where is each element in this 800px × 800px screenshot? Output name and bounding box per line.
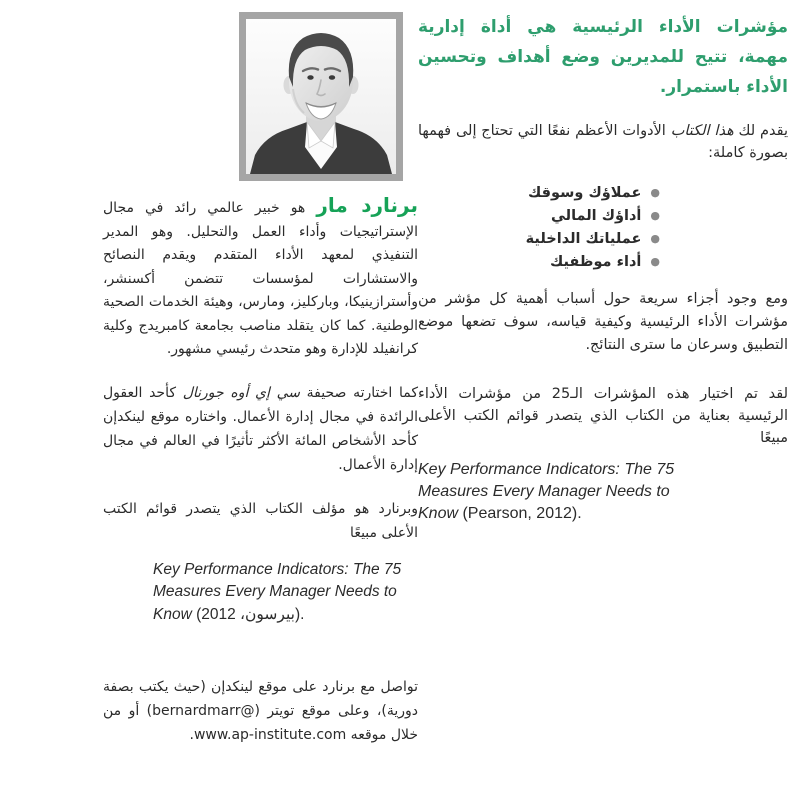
list-item-label: أداؤك المالي — [550, 208, 642, 224]
book-title-line: Measures Every Manager Needs to — [418, 483, 670, 500]
author-bio-column — [103, 194, 418, 761]
kpi-intro-statement: مؤشرات الأداء الرئيسية هي أداة إدارية مهمة، تتيح للمديرين وضع أهداف وتحسين الأداء باستمرار. — [418, 17, 788, 97]
book-offer-paragraph — [418, 120, 788, 164]
list-item — [418, 251, 660, 274]
bullet-dot-icon: ● — [650, 186, 660, 199]
author-name: برنارد مار — [316, 193, 418, 217]
book-title-know: Know — [153, 605, 192, 623]
selection-paragraph: لقد تم اختيار هذه المؤشرات الـ25 من مؤشرات الأداء الرئيسية بعناية من الكتاب الذي يتصدر قوائم الكتب الأعلى مبيعًا — [418, 386, 788, 446]
contact-paragraph: تواصل مع برنارد على موقع لينكدإن (حيث يكتب بصفة دورية)، وعلى موقع تويتر (@bernardmarr) أو من خلال موقعه www.ap-institute.com. — [103, 679, 418, 743]
list-item-label: عملياتك الداخلية — [525, 231, 642, 247]
accolades-post: كأحد العقول الرائدة في مجال إدارة الأعمال. واختاره موقع لينكدإن كأحد الأشخاص المائة الأكثر تأثيرًا في العالم في مجال إدارة الأعمال. — [103, 384, 418, 473]
author-portrait-image — [246, 19, 396, 174]
lead-text-pre: يقدم لك — [733, 123, 788, 139]
lead-text-post: الأدوات الأعظم نفعًا التي تحتاج إلى فهمها بصورة كاملة: — [418, 123, 788, 161]
book-publisher-arabic: (بيرسون، 2012). — [191, 605, 305, 623]
list-item — [418, 228, 660, 251]
author-photo-frame — [239, 12, 403, 181]
book-publisher: (Pearson, 2012). — [458, 505, 582, 522]
book-title-line: Key Performance Indicators: The 75 — [153, 560, 402, 578]
book-title-know: Know — [418, 505, 459, 522]
intro-column — [418, 12, 788, 525]
accolades-journal-name: سي إي أوه جورنال — [182, 384, 300, 401]
list-item-label: عملاؤك وسوقك — [528, 185, 642, 201]
list-item — [418, 182, 660, 205]
kpi-areas-list — [418, 182, 788, 274]
list-item-label: أداء موظفيك — [549, 254, 642, 270]
accolades-paragraph — [103, 381, 418, 477]
book-title-line: Measures Every Manager Needs to — [153, 583, 397, 600]
benefits-paragraph: ومع وجود أجزاء سريعة حول أسباب أهمية كل مؤشر من مؤشرات الأداء الرئيسية وكيفية قياسه، سوف تضعها موضع التطبيق وسرعان ما سترى النتائج. — [418, 291, 788, 353]
bullet-dot-icon: ● — [650, 255, 660, 268]
lead-text-book-title: هذا الكتاب — [670, 123, 734, 139]
book-title-line — [418, 503, 788, 525]
bestseller-paragraph: وبرنارد هو مؤلف الكتاب الذي يتصدر قوائم الكتب الأعلى مبيعًا — [103, 500, 418, 541]
accolades-pre: كما اختارته صحيفة — [299, 384, 418, 401]
book-title-line: Key Performance Indicators: The 75 — [418, 461, 675, 478]
author-bio-text: هو خبير عالمي رائد في مجال الإستراتيجيات وأداء العمل والتحليل. وهو المدير التنفيذي لمعهد الأداء المتقدم ويقدم النصائح والاستشارات لمؤسسات تتضمن أكسنشر، وأسترازينيكا، وباركليز، ومارس، وهيئة الخدمات الصحية الوطنية. كما كان يتقلد مناصب بجامعة كامبريدج وكلية كرانفيلد للإدارة وهو متحدث رئيسي مشهور. — [103, 200, 418, 357]
book-title-english — [418, 459, 788, 525]
bullet-dot-icon: ● — [650, 232, 660, 245]
book-title-english-left — [103, 559, 418, 627]
book-title-line — [153, 604, 418, 627]
author-bio-paragraph — [103, 194, 418, 362]
bullet-dot-icon: ● — [650, 209, 660, 222]
list-item — [418, 205, 660, 228]
